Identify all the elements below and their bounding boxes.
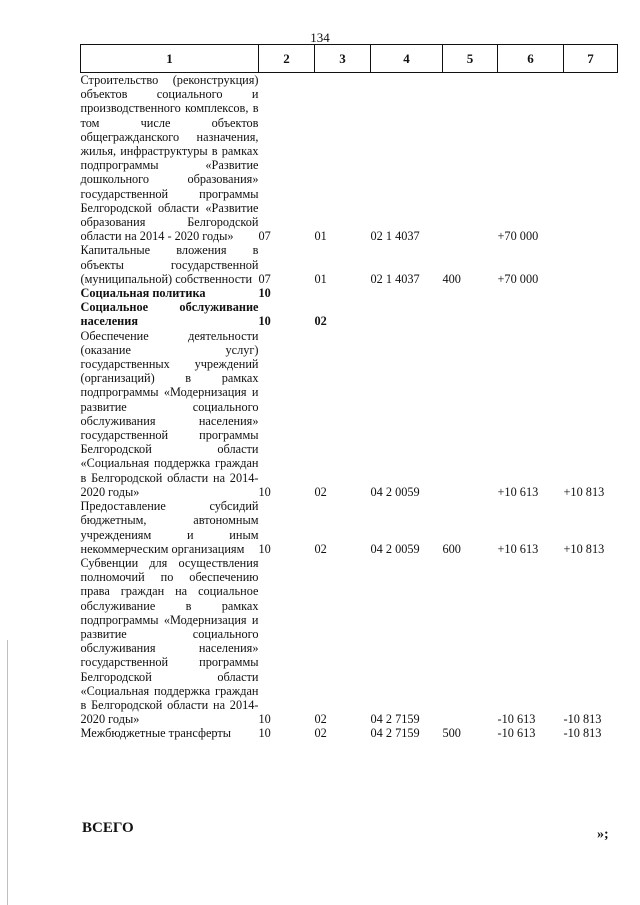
- row-name-cell: Обеспечение деятельности (оказание услуг) государственных учреждений (организаций) в рамках подпрограммы «Модернизация и развитие социального обслуживания населения» государственной программы Белгородской области «Социальная поддержка граждан в Белгородской области на 2014-2020 годы»: [80, 328, 259, 499]
- row-col4-cell: 04 2 7159: [370, 726, 420, 741]
- row-col5-cell: 500: [442, 726, 461, 741]
- row-col6-cell: +10 613: [497, 541, 539, 556]
- row-col2-cell: 10: [258, 314, 271, 329]
- row-col3-cell: 01: [314, 271, 327, 286]
- column-header-1: 1: [81, 45, 259, 73]
- table-header-row: [81, 45, 618, 73]
- row-col2-cell: 10: [258, 484, 271, 499]
- row-name-cell: Предоставление субсидий бюджетным, автономным учреждениям и иным некоммерческим организациям: [80, 499, 259, 556]
- table-row: [81, 243, 618, 286]
- row-col7-cell: [564, 73, 618, 244]
- row-col4-cell: 04 2 7159: [370, 712, 420, 727]
- row-col2-cell: 07: [258, 229, 271, 244]
- row-col6-cell: +10 613: [497, 484, 539, 499]
- row-name-cell: Капитальные вложения в объекты государственной (муниципальной) собственности: [80, 243, 259, 286]
- row-col4-cell: 04 2 0059: [370, 541, 420, 556]
- row-col5-cell: [443, 286, 498, 300]
- closing-quote-mark: »;: [597, 827, 609, 842]
- row-col7-cell: [564, 300, 618, 328]
- row-col4-cell: [371, 286, 443, 300]
- table-row: [81, 329, 618, 499]
- row-col4-cell: 02 1 4037: [370, 271, 420, 286]
- row-col5-cell: 600: [442, 541, 461, 556]
- row-col5-cell: [443, 73, 498, 244]
- row-col7-cell: [564, 286, 618, 300]
- table-row: [81, 556, 618, 726]
- row-col6-cell: [498, 300, 564, 328]
- row-col4-cell: [371, 300, 443, 328]
- scan-edge-line: [7, 640, 8, 905]
- column-header-3: 3: [315, 45, 371, 73]
- table-row: [81, 499, 618, 556]
- table-row: [81, 73, 618, 244]
- row-col3-cell: 02: [314, 314, 327, 329]
- row-col7-cell: -10 813: [563, 712, 602, 727]
- row-col2-cell: 07: [258, 271, 271, 286]
- row-name-cell: Межбюджетные трансферты: [80, 726, 232, 741]
- row-name-cell: Социальное обслуживание населения: [80, 300, 259, 329]
- row-col5-cell: 400: [442, 271, 461, 286]
- total-label: ВСЕГО: [82, 820, 134, 836]
- row-col3-cell: 02: [314, 484, 327, 499]
- table-row: [81, 286, 618, 300]
- row-col4-cell: 04 2 0059: [370, 484, 420, 499]
- row-col5-cell: [443, 300, 498, 328]
- row-col6-cell: -10 613: [497, 712, 536, 727]
- row-name-cell: Строительство (реконструкция) объектов социального и производственного комплексов, в том числе объектов общегражданского назначения, жилья, инфраструктуры в рамках подпрограммы «Развитие дошкольного образования» государственной программы Белгородской области «Развитие образования Белгородской области на 2014 - 2020 годы»: [80, 73, 259, 244]
- column-header-4: 4: [371, 45, 443, 73]
- row-col2-cell: 10: [258, 286, 271, 301]
- row-col7-cell: [564, 243, 618, 286]
- row-col2-cell: 10: [258, 712, 271, 727]
- row-col2-cell: 10: [258, 726, 271, 741]
- row-col3-cell: 02: [314, 712, 327, 727]
- row-col5-cell: [443, 329, 498, 499]
- table-body: [81, 73, 618, 741]
- row-col3-cell: 01: [314, 229, 327, 244]
- row-col6-cell: [498, 286, 564, 300]
- row-col6-cell: +70 000: [497, 229, 539, 244]
- row-col7-cell: -10 813: [563, 726, 602, 741]
- row-col4-cell: 02 1 4037: [370, 229, 420, 244]
- budget-table: [80, 44, 618, 741]
- row-col3-cell: [315, 286, 371, 300]
- row-name-cell: Социальная политика: [80, 286, 206, 301]
- table-row: [81, 726, 618, 740]
- row-col7-cell: +10 813: [563, 541, 605, 556]
- page-number: 134: [310, 30, 330, 45]
- row-col6-cell: +70 000: [497, 271, 539, 286]
- row-col6-cell: -10 613: [497, 726, 536, 741]
- row-col3-cell: 02: [314, 541, 327, 556]
- row-col5-cell: [443, 556, 498, 726]
- column-header-5: 5: [443, 45, 498, 73]
- column-header-7: 7: [564, 45, 618, 73]
- row-name-cell: Субвенции для осуществления полномочий по обеспечению права граждан на социальное обслуживание в рамках подпрограммы «Модернизация и развитие социального обслуживания населения» государственной программы Белгородской области «Социальная поддержка граждан в Белгородской области на 2014-2020 годы»: [80, 555, 259, 727]
- table-row: [81, 300, 618, 328]
- row-col7-cell: +10 813: [563, 484, 605, 499]
- row-col2-cell: 10: [258, 541, 271, 556]
- column-header-6: 6: [498, 45, 564, 73]
- column-header-2: 2: [259, 45, 315, 73]
- row-col3-cell: 02: [314, 726, 327, 741]
